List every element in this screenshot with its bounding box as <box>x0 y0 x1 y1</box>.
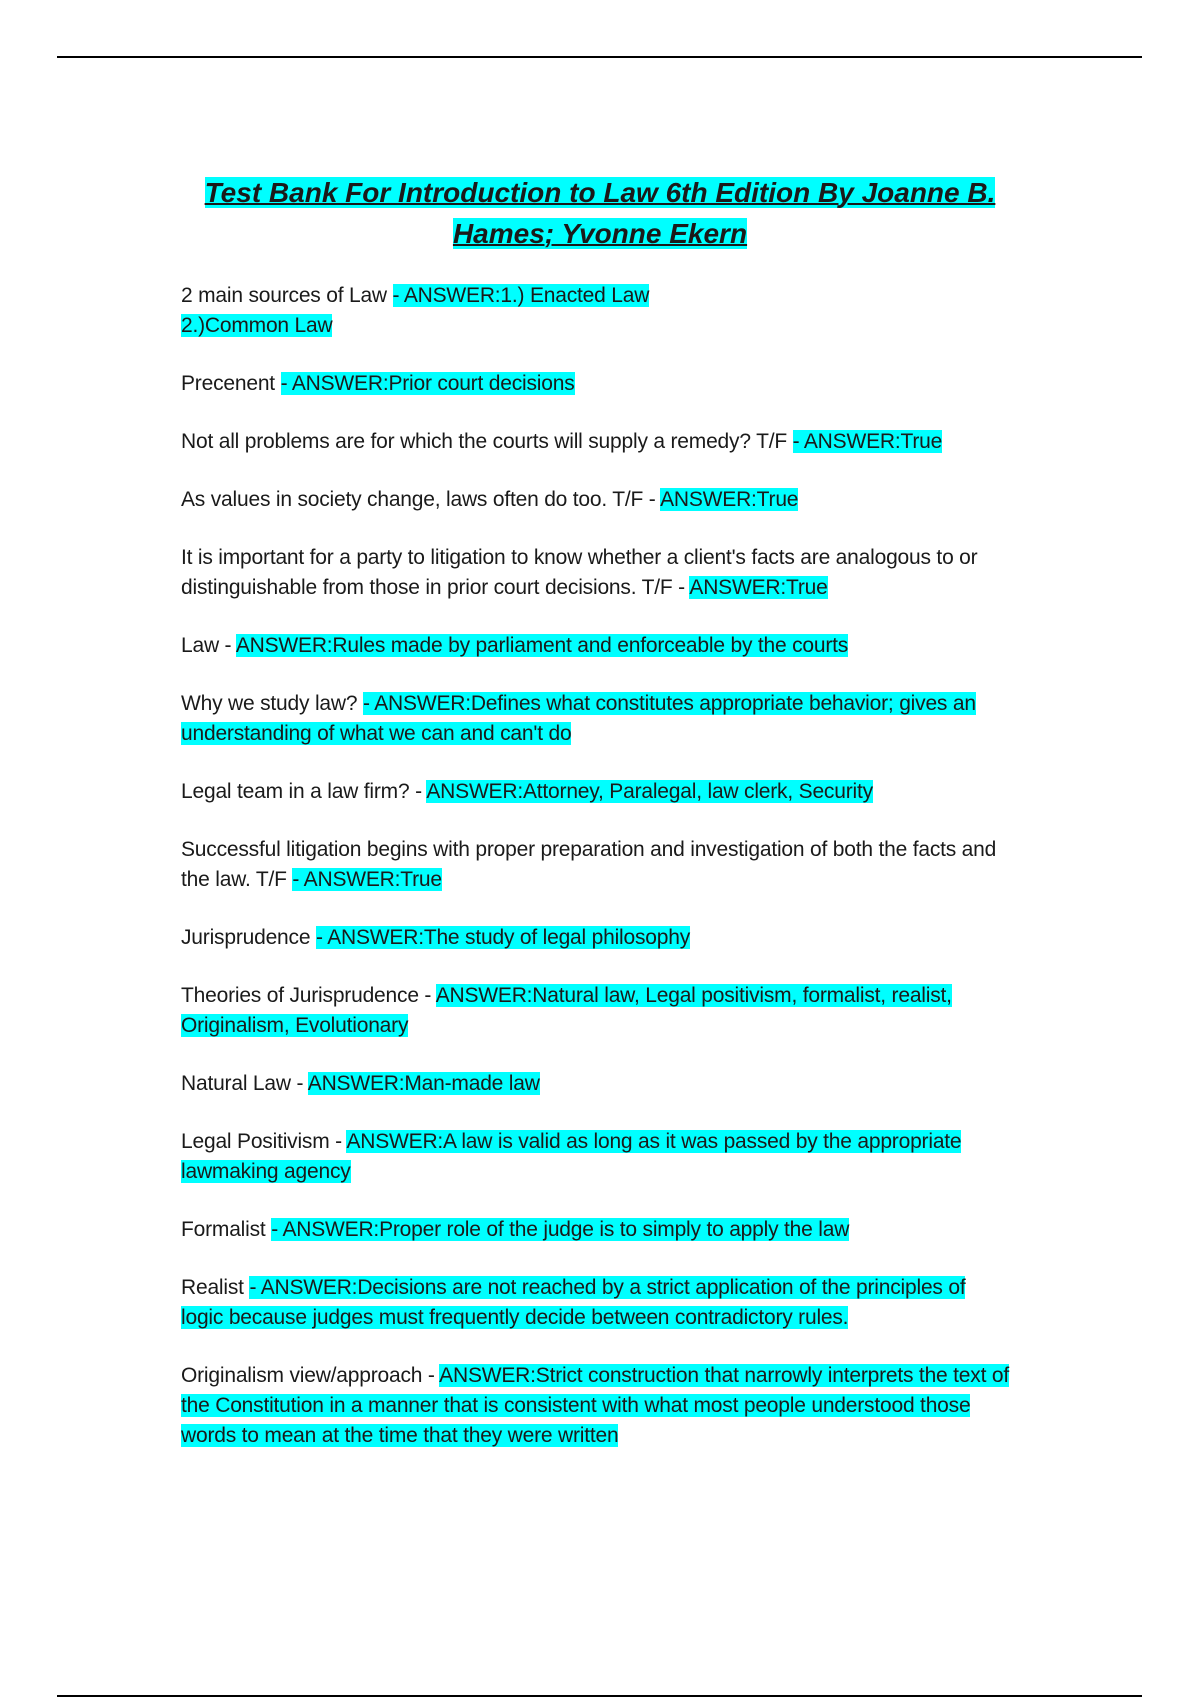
title-line-1: Test Bank For Introduction to Law 6th Edition By Joanne B. <box>204 177 996 208</box>
question-text: As values in society change, laws often do too. T/F - <box>181 488 661 511</box>
qa-entry <box>181 923 1011 953</box>
question-text: Jurisprudence <box>181 926 316 949</box>
answer-text: - ANSWER:The study of legal philosophy <box>315 926 691 949</box>
answer-text: ANSWER:True <box>689 576 828 599</box>
answer-text: - ANSWER:Defines what constitutes appropriate behavior; gives an understanding of what we can and can't do <box>181 692 976 745</box>
answer-text: - ANSWER:Prior court decisions <box>280 372 575 395</box>
top-rule <box>57 56 1142 58</box>
question-text: Why we study law? <box>181 692 363 715</box>
answer-text: ANSWER:Attorney, Paralegal, law clerk, Security <box>426 780 873 803</box>
qa-entry <box>181 689 1011 749</box>
qa-entry <box>181 281 1011 341</box>
qa-entry <box>181 427 1011 457</box>
document-title <box>180 172 1020 254</box>
question-text: Natural Law - <box>181 1072 308 1095</box>
qa-entry <box>181 1273 1011 1333</box>
question-text: Law - <box>181 634 236 657</box>
qa-entry <box>181 369 1011 399</box>
question-text: Originalism view/approach - <box>181 1364 440 1387</box>
answer-text-continued: 2.)Common Law <box>181 314 333 337</box>
qa-entry <box>181 981 1011 1041</box>
qa-entry <box>181 1127 1011 1187</box>
qa-entry <box>181 1361 1011 1451</box>
question-text: Legal Positivism - <box>181 1130 347 1153</box>
question-text: Formalist <box>181 1218 272 1241</box>
answer-text: - ANSWER:1.) Enacted Law <box>392 284 650 307</box>
question-text: It is important for a party to litigation to know whether a client's facts are analogous to or distinguishable from those in prior court decisions. T/F - <box>181 546 978 599</box>
question-text: Legal team in a law firm? - <box>181 780 427 803</box>
qa-entry <box>181 631 1011 661</box>
answer-text: ANSWER:Strict construction that narrowly interprets the text of the Constitution in a manner that is consistent with what most people understood those words to mean at the time that they were written <box>181 1364 1009 1447</box>
question-text: 2 main sources of Law <box>181 284 393 307</box>
qa-entry <box>181 835 1011 895</box>
qa-entry <box>181 485 1011 515</box>
qa-entry <box>181 777 1011 807</box>
answer-text: ANSWER:Natural law, Legal positivism, formalist, realist, Originalism, Evolutionary <box>181 984 952 1037</box>
question-text: Successful litigation begins with proper preparation and investigation of both the facts and the law. T/F <box>181 838 997 891</box>
bottom-rule <box>57 1695 1142 1697</box>
answer-text: ANSWER:Man-made law <box>307 1072 540 1095</box>
title-line-2: Hames; Yvonne Ekern <box>452 218 748 249</box>
answer-text: ANSWER:A law is valid as long as it was passed by the appropriate lawmaking agency <box>181 1130 962 1183</box>
answer-text: ANSWER:True <box>660 488 799 511</box>
question-text: Not all problems are for which the courts will supply a remedy? T/F <box>181 430 793 453</box>
answer-text: - ANSWER:True <box>292 868 442 891</box>
question-text: Precenent <box>181 372 281 395</box>
qa-entry <box>181 1069 1011 1099</box>
question-text: Theories of Jurisprudence - <box>181 984 436 1007</box>
qa-entry <box>181 1215 1011 1245</box>
question-text: Realist <box>181 1276 250 1299</box>
qa-entry <box>181 543 1011 603</box>
answer-text: - ANSWER:Decisions are not reached by a strict application of the principles of logic because judges must frequently decide between contradictory rules. <box>181 1276 966 1329</box>
qa-list <box>181 281 1011 1479</box>
answer-text: - ANSWER:True <box>792 430 943 453</box>
answer-text: - ANSWER:Proper role of the judge is to simply to apply the law <box>271 1218 850 1241</box>
answer-text: ANSWER:Rules made by parliament and enforceable by the courts <box>235 634 849 657</box>
